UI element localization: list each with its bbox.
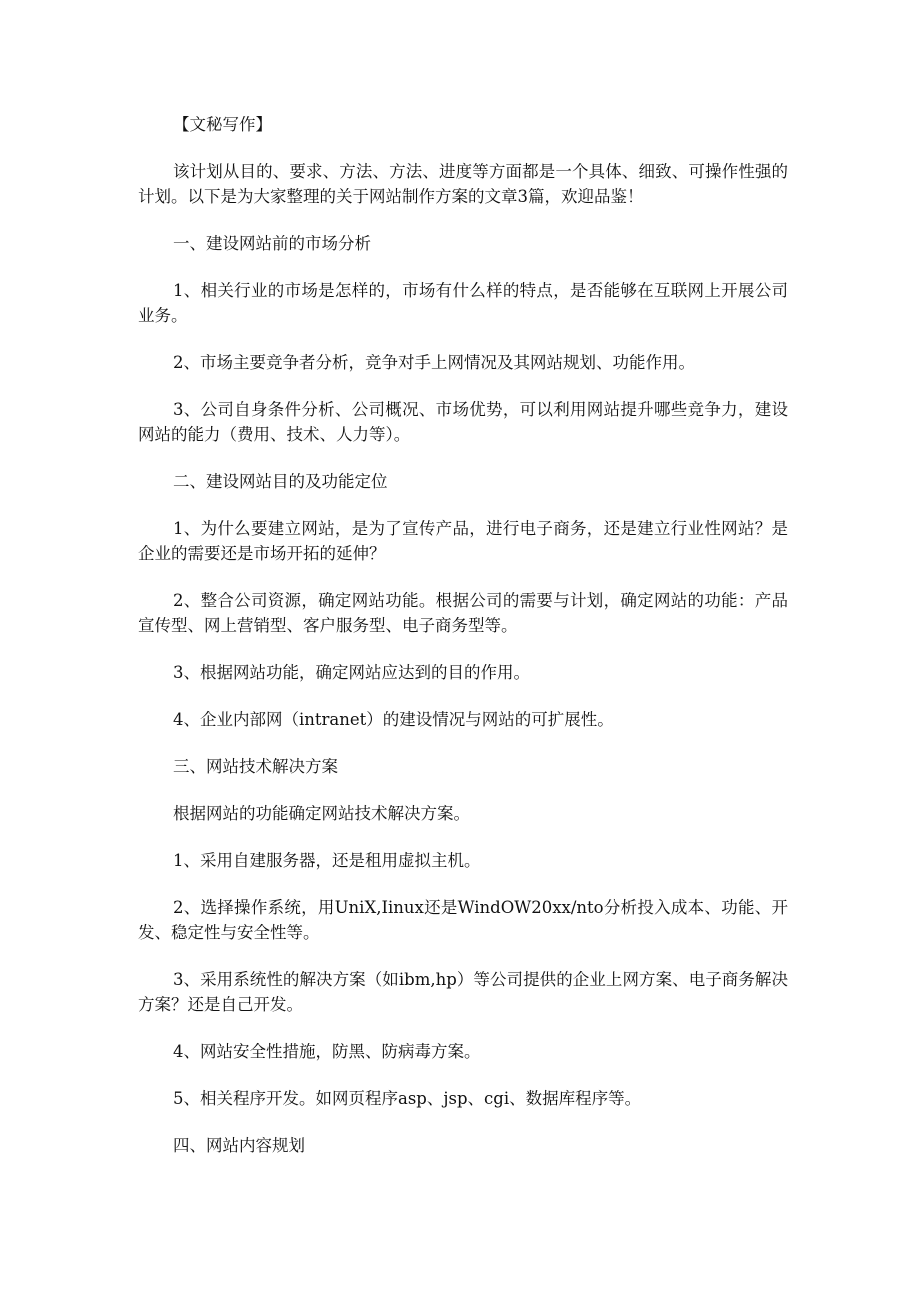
list-item: 1、为什么要建立网站，是为了宣传产品，进行电子商务，还是建立行业性网站？是企业的需要还是市场开拓的延伸？ <box>138 519 788 563</box>
section-heading-3: 三、网站技术解决方案 <box>173 757 338 776</box>
list-item: 3、根据网站功能，确定网站应达到的目的作用。 <box>173 663 530 682</box>
list-item: 2、整合公司资源，确定网站功能。根据公司的需要与计划，确定网站的功能：产品宣传型、网上营销型、客户服务型、电子商务型等。 <box>138 591 788 635</box>
section-heading-4: 四、网站内容规划 <box>173 1136 305 1155</box>
document-body <box>138 112 788 1180</box>
intro-paragraph: 该计划从目的、要求、方法、方法、进度等方面都是一个具体、细致、可操作性强的计划。以下是为大家整理的关于网站制作方案的文章3篇，欢迎品鉴！ <box>138 162 788 206</box>
bracket-title: 【文秘写作】 <box>173 115 272 134</box>
list-item: 2、选择操作系统，用UniX,Iinux还是WindOW20xx/nto分析投入成本、功能、开发、稳定性与安全性等。 <box>138 898 788 942</box>
list-item: 5、相关程序开发。如网页程序asp、jsp、cgi、数据库程序等。 <box>173 1089 642 1108</box>
list-item: 2、市场主要竞争者分析，竞争对手上网情况及其网站规划、功能作用。 <box>173 353 695 372</box>
list-item: 3、采用系统性的解决方案（如ibm,hp）等公司提供的企业上网方案、电子商务解决方案？还是自己开发。 <box>138 970 788 1014</box>
list-item: 4、网站安全性措施，防黑、防病毒方案。 <box>173 1042 481 1061</box>
list-item: 1、相关行业的市场是怎样的，市场有什么样的特点，是否能够在互联网上开展公司业务。 <box>138 281 788 325</box>
section-heading-1: 一、建设网站前的市场分析 <box>173 234 371 253</box>
section-heading-2: 二、建设网站目的及功能定位 <box>173 472 388 491</box>
list-item: 3、公司自身条件分析、公司概况、市场优势，可以利用网站提升哪些竞争力，建设网站的能力（费用、技术、人力等）。 <box>138 400 788 444</box>
section-intro: 根据网站的功能确定网站技术解决方案。 <box>173 804 470 823</box>
list-item: 1、采用自建服务器，还是租用虚拟主机。 <box>173 851 481 870</box>
list-item: 4、企业内部网（intranet）的建设情况与网站的可扩展性。 <box>173 710 614 729</box>
